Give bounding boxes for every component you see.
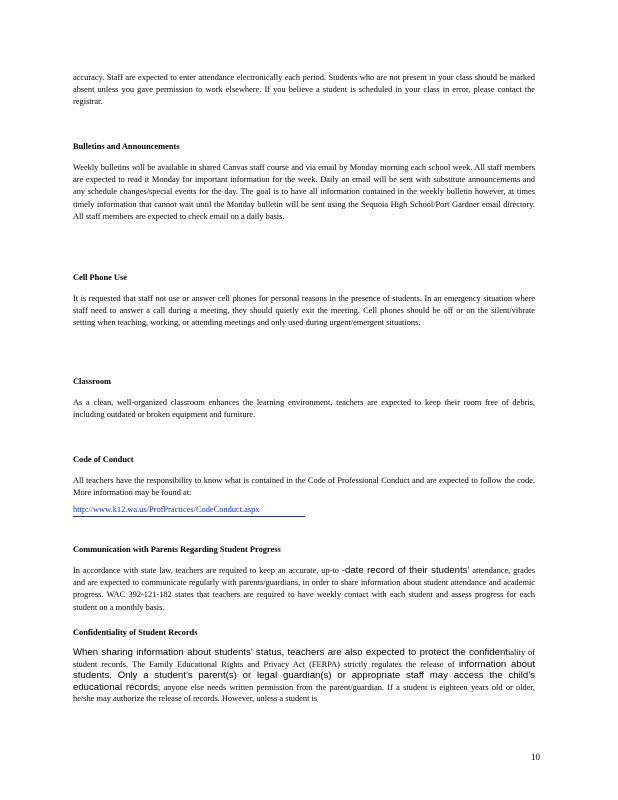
- confidentiality-small-1: iality of student records. The Family Educational Rights and Privacy Act (FERPA) strictly regulates the release of: [73, 648, 535, 669]
- bulletins-heading: Bulletins and Announcements: [73, 142, 180, 151]
- classroom-heading: Classroom: [73, 377, 111, 386]
- cellphone-section: [73, 272, 535, 330]
- confidentiality-big-1: When sharing information about students’ status, teachers are also expected to protect the confident: [73, 647, 508, 658]
- confidentiality-big-2: information about students. Only a student’s parent(s) or legal guardian(s) or appropriate staff may access the child’s educational records: [73, 658, 536, 693]
- confidentiality-small-2: ; anyone else needs written permission from the parent/guardian. If a student is eighteen years old or older, he/she may authorize the release of records. However, unless a student is: [73, 682, 535, 704]
- confidentiality-heading: Confidentiality of Student Records: [73, 628, 198, 637]
- intro-paragraph: accuracy. Staff are expected to enter attendance electronically each period. Students who are not present in your class should be marked absent unless you gave permission to work elsewhere. If you believe a student is scheduled in your class in error, please contact the registrar.: [73, 73, 535, 107]
- conduct-paragraph: All teachers have the responsibility to know what is contained in the Code of Professional Conduct and are expected to follow the code. More information may be found at:: [73, 476, 535, 498]
- classroom-paragraph: As a clean, well-organized classroom enhances the learning environment, teachers are expected to keep their room free of debris, including outdated or broken equipment and furniture.: [73, 398, 535, 420]
- page-number: 10: [531, 752, 540, 762]
- communication-text-a: In accordance with state law, teachers are required to keep an accurate, up-to: [73, 566, 339, 575]
- bulletins-section: [73, 141, 535, 223]
- conduct-section: [73, 454, 535, 517]
- communication-heading: Communication with Parents Regarding Student Progress: [73, 545, 281, 554]
- confidentiality-section: [73, 627, 535, 705]
- conduct-link[interactable]: http://www.k12.wa.us/ProfPractices/CodeConduct.aspx: [73, 504, 305, 517]
- bulletins-paragraph: Weekly bulletins will be available in shared Canvas staff course and via email by Monday morning each school week. All staff members are expected to read it Monday for important information for the week. Daily an email will be sent with substitute announcements and any schedule changes/special events for the day. The goal is to have all information contained in the weekly bulletin however, at times timely information that cannot wait until the Monday bulletin will be sent using the Sequoia High School/Port Gardner email directory. All staff members are expected to check email on a daily basis.: [73, 163, 535, 221]
- confidentiality-paragraph: [73, 647, 535, 705]
- conduct-heading: Code of Conduct: [73, 455, 134, 464]
- cellphone-heading: Cell Phone Use: [73, 273, 127, 282]
- communication-text-big: -date record of their students’: [341, 565, 470, 576]
- classroom-section: [73, 376, 535, 421]
- communication-section: [73, 544, 535, 614]
- communication-text-b: attendance, grades and are expected to communicate regularly with parents/guardians, in order to share information about student attendance and academic progress. WAC 392-121-182 states that teachers are required to have weekly contact with each student and assess progress for each student on a monthly basis.: [73, 566, 535, 612]
- intro-section: [73, 72, 535, 109]
- communication-paragraph: [73, 565, 535, 614]
- cellphone-paragraph: It is requested that staff not use or answer cell phones for personal reasons in the presence of students. In an emergency situation where staff need to answer a call during a meeting, they should quietly exit the meeting. Cell phones should be off or on the silent/vibrate setting when teaching, working, or attending meetings and only used during urgent/emergent situations.: [73, 294, 535, 328]
